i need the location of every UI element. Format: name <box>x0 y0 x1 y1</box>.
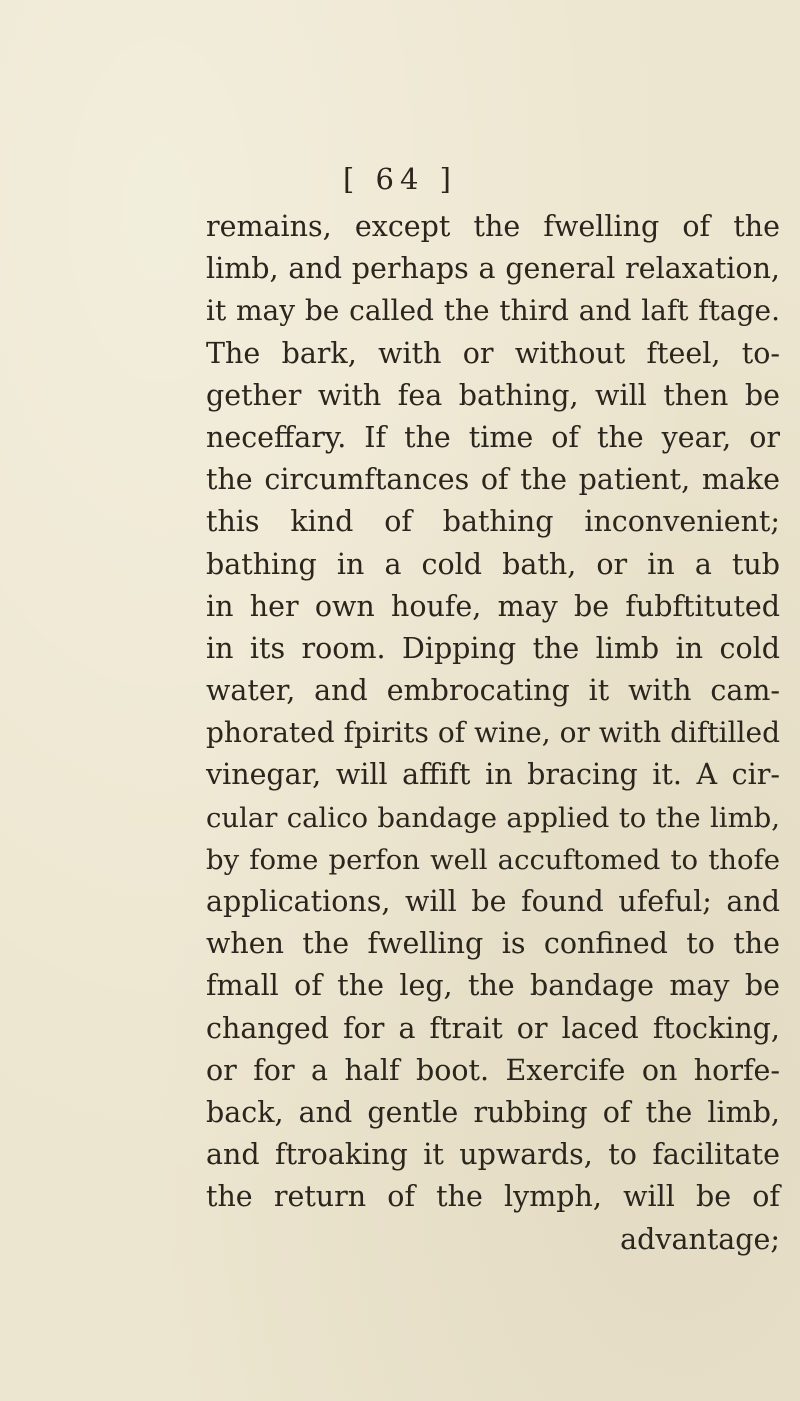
text-line: or for a half boot. Exercife on horfe- <box>206 1053 780 1087</box>
text-line: the return of the lymph, will be of <box>206 1180 780 1214</box>
text-line: The bark, with or without fteel, to- <box>206 336 780 370</box>
text-line: in her own houfe, may be fubftituted <box>206 589 780 623</box>
text-line: when the fwelling is confined to the <box>206 927 780 961</box>
catchword: advantage; <box>620 1222 780 1256</box>
text-line: vinegar, will affift in bracing it. A cir- <box>206 758 780 792</box>
text-line: bathing in a cold bath, or in a tub <box>206 547 780 581</box>
body-text <box>206 206 780 1261</box>
text-line: water, and embrocating it with cam- <box>206 674 780 708</box>
text-line: in its room. Dipping the limb in cold <box>206 631 780 665</box>
text-line: this kind of bathing inconvenient; <box>206 505 780 539</box>
text-line: applications, will be found ufeful; and <box>206 885 780 918</box>
text-line: fmall of the leg, the bandage may be <box>206 969 780 1003</box>
text-line: and ftroaking it upwards, to facilitate <box>206 1138 780 1172</box>
text-line: remains, except the fwelling of the <box>206 210 780 243</box>
text-line: it may be called the third and laft ftage. <box>206 294 780 328</box>
text-line: limb, and perhaps a general relaxation, <box>206 252 780 286</box>
text-line: gether with fea bathing, will then be <box>206 378 780 412</box>
text-line: back, and gentle rubbing of the limb, <box>206 1095 780 1129</box>
page-number: [ 64 ] <box>343 162 457 196</box>
text-line: the circumftances of the patient, make <box>206 463 780 497</box>
text-line: by fome perfon well accuftomed to thofe <box>206 843 780 876</box>
text-line: phorated fpirits of wine, or with diftilled <box>206 716 780 750</box>
text-line: changed for a ftrait or laced ftocking, <box>206 1011 780 1045</box>
text-line: cular calico bandage applied to the limb, <box>206 801 780 834</box>
text-line: neceffary. If the time of the year, or <box>206 420 780 454</box>
